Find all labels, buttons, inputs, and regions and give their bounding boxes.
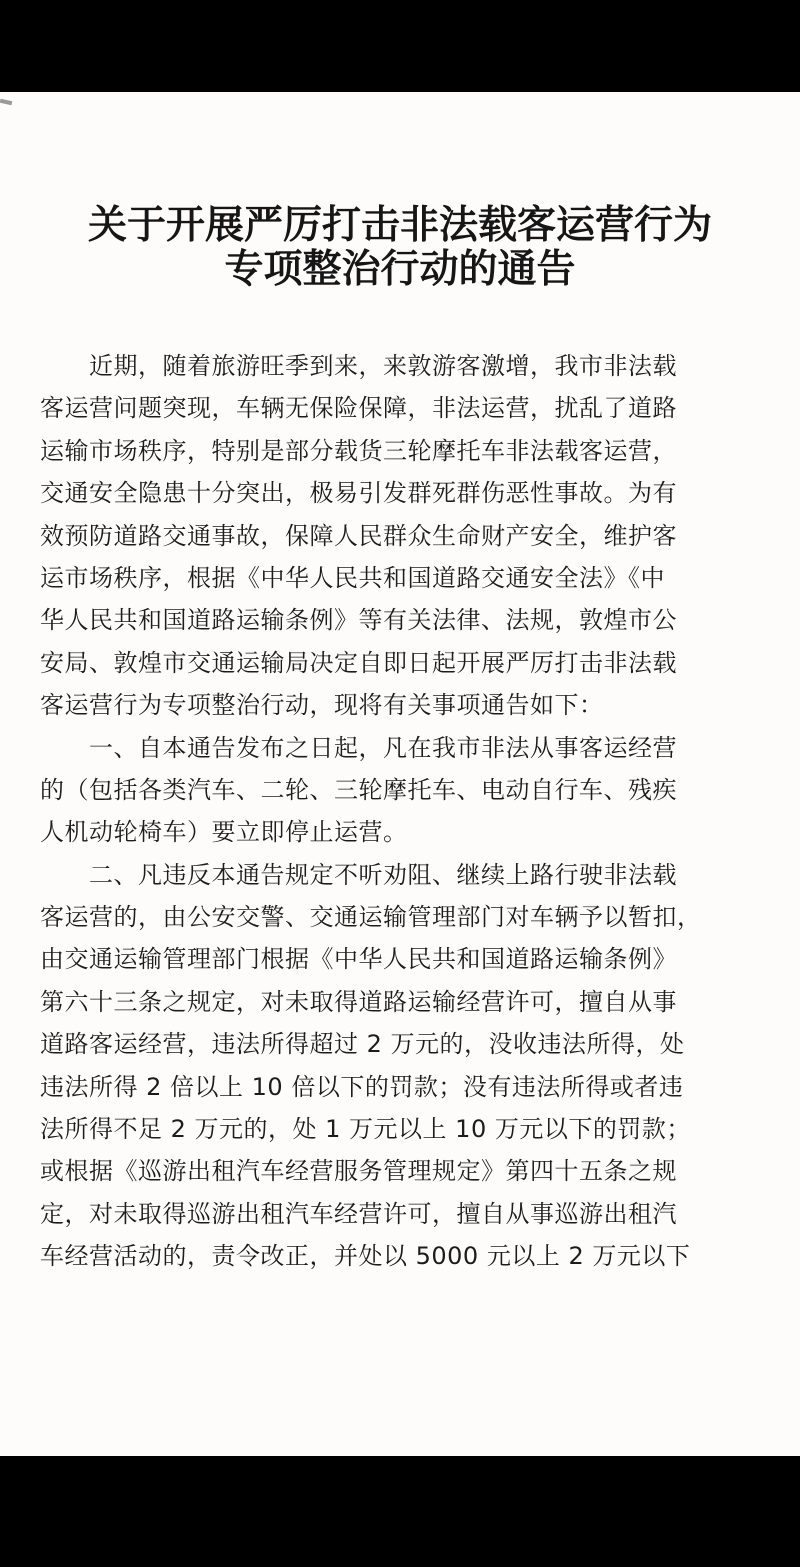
body-line: 一、自本通告发布之日起，凡在我市非法从事客运经营 bbox=[40, 733, 677, 762]
body-line: 安局、敦煌市交通运输局决定自即日起开展严厉打击非法载 bbox=[40, 648, 677, 677]
body-line: 华人民共和国道路运输条例》等有关法律、法规，敦煌市公 bbox=[40, 606, 677, 635]
body-line: 的（包括各类汽车、二轮、三轮摩托车、电动自行车、残疾 bbox=[40, 775, 677, 804]
body-line: 违法所得 2 倍以上 10 倍以下的罚款；没有违法所得或者违 bbox=[40, 1072, 684, 1101]
notice-title-line-1: 关于开展严厉打击非法载客运营行为 bbox=[87, 202, 712, 248]
body-line: 由交通运输管理部门根据《中华人民共和国道路运输条例》 bbox=[40, 945, 677, 974]
body-line: 运输市场秩序，特别是部分载货三轮摩托车非法载客运营， bbox=[40, 436, 677, 465]
body-line: 客运营的，由公安交警、交通运输管理部门对车辆予以暂扣， bbox=[40, 903, 702, 932]
body-line: 第六十三条之规定，对未取得道路运输经营许可，擅自从事 bbox=[40, 987, 677, 1016]
body-line: 二、凡违反本通告规定不听劝阻、继续上路行驶非法载 bbox=[40, 860, 677, 889]
body-line: 效预防道路交通事故，保障人民群众生命财产安全，维护客 bbox=[40, 521, 677, 550]
body-line: 近期，随着旅游旺季到来，来敦游客激增，我市非法载 bbox=[40, 352, 677, 380]
body-line: 定，对未取得巡游出租汽车经营许可，擅自从事巡游出租汽 bbox=[40, 1199, 677, 1228]
body-line: 或根据《巡游出租汽车经营服务管理规定》第四十五条之规 bbox=[40, 1157, 677, 1186]
body-line: 运市场秩序，根据《中华人民共和国道路交通安全法》《中 bbox=[40, 563, 665, 592]
body-line: 法所得不足 2 万元的，处 1 万元以上 10 万元以下的罚款； bbox=[40, 1115, 691, 1144]
body-line: 道路客运经营，违法所得超过 2 万元的，没收违法所得，处 bbox=[40, 1030, 685, 1059]
notice-body bbox=[40, 345, 760, 1278]
body-line: 车经营活动的，责令改正，并处以 5000 元以上 2 万元以下 bbox=[40, 1242, 691, 1271]
body-line: 人机动轮椅车）要立即停止运营。 bbox=[40, 818, 408, 847]
notice-title-line-2: 专项整治行动的通告 bbox=[224, 246, 576, 292]
body-line: 客运营行为专项整治行动，现将有关事项通告如下： bbox=[40, 691, 604, 720]
document-page bbox=[0, 92, 800, 1456]
body-line: 交通安全隐患十分突出，极易引发群死群伤恶性事故。为有 bbox=[40, 479, 677, 508]
body-line: 客运营问题突现，车辆无保险保障，非法运营，扰乱了道路 bbox=[40, 394, 677, 423]
scan-corner-mark bbox=[0, 99, 12, 105]
